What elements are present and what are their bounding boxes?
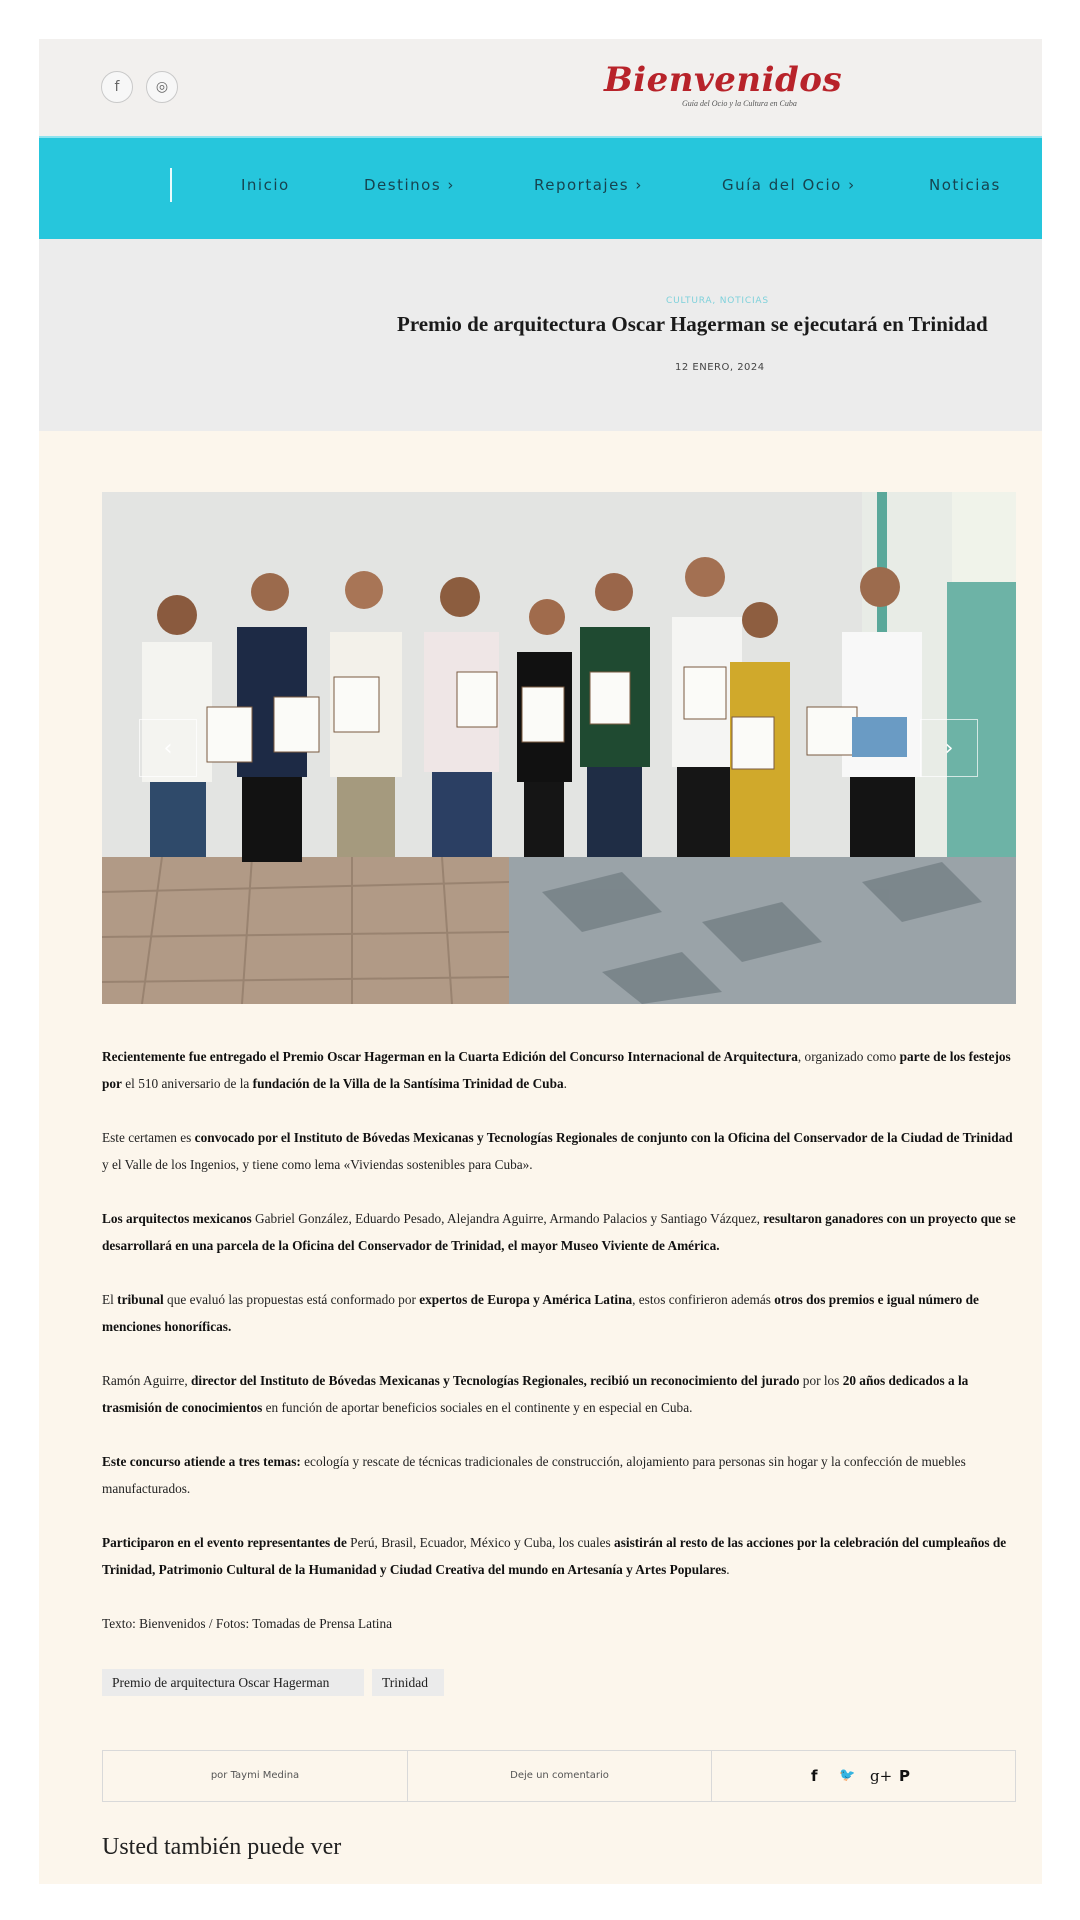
related-posts-heading: Usted también puede ver [102,1834,342,1860]
article-date: 12 ENERO, 2024 [675,362,765,373]
article-photo-gallery[interactable] [102,492,1016,1004]
facebook-icon[interactable]: f [101,71,133,103]
meta-divider [711,1751,712,1801]
nav-item-destinos[interactable]: Destinos › [364,176,455,194]
group-photo [102,492,1016,1004]
gallery-prev-button[interactable]: ‹ [139,719,197,777]
nav-item-guia-del-ocio[interactable]: Guía del Ocio › [722,176,856,194]
article-paragraph-1: Recientemente fue entregado el Premio Oscar Hagerman en la Cuarta Edición del Concurso Internacional de Arquitectura, organizado como parte de los festejos por el 510 aniversario de la fundación de la Villa de la Santísima Trinidad de Cuba. [102,1049,1011,1091]
instagram-icon[interactable]: ◎ [146,71,178,103]
google-plus-share-icon[interactable]: g+ [870,1767,893,1785]
twitter-share-icon[interactable]: 🐦 [839,1768,856,1783]
pinterest-share-icon[interactable]: P [899,1767,910,1785]
article-categories[interactable]: CULTURA, NOTICIAS [666,296,769,306]
article-paragraph-3: Los arquitectos mexicanos Gabriel González, Eduardo Pesado, Alejandra Aguirre, Armando Palacios y Santiago Vázquez, resultaron ganadores con un proyecto que se desarrollará en una parcela de la Oficina del Conservador de Trinidad, el mayor Museo Viviente de América. [102,1211,1016,1253]
author-link[interactable]: por Taymi Medina [210,1770,300,1781]
article-paragraph-7: Participaron en el evento representantes de Perú, Brasil, Ecuador, México y Cuba, los cuales asistirán al resto de las acciones por la celebración del cumpleaños de Trinidad, Patrimonio Cultural de la Humanidad y Ciudad Creativa del mundo en Artesanía y Artes Populares. [102,1535,1007,1577]
article-paragraph-5: Ramón Aguirre, director del Instituto de Bóvedas Mexicanas y Tecnologías Regionales, recibió un reconocimiento del jurado por los 20 años dedicados a la trasmisión de conocimientos en función de aportar beneficios sociales en el continente y en especial en Cuba. [102,1373,969,1415]
main-nav [39,136,1042,239]
nav-item-inicio[interactable]: Inicio [241,176,290,194]
site-logo[interactable] [604,60,843,108]
facebook-share-icon[interactable]: f [811,1767,818,1785]
article-paragraph-6: Este concurso atiende a tres temas: ecología y rescate de técnicas tradicionales de construcción, alojamiento para personas sin hogar y la confección de muebles manufacturados. [102,1454,966,1496]
gallery-next-button[interactable]: › [920,719,978,777]
top-header [39,39,1042,136]
nav-top-line [39,136,1042,138]
article-title: Premio de arquitectura Oscar Hagerman se ejecutará en Trinidad [397,312,988,336]
nav-divider [170,168,172,202]
article-paragraph-2: Este certamen es convocado por el Instituto de Bóvedas Mexicanas y Tecnologías Regionales de conjunto con la Oficina del Conservador de la Ciudad de Trinidad y el Valle de los Ingenios, y tiene como lema «Viviendas sostenibles para Cuba». [102,1130,1013,1172]
page [39,39,1042,1884]
logo-text: Bienvenidos [604,60,843,100]
article-paragraph-4: El tribunal que evaluó las propuestas está conformado por expertos de Europa y América Latina, estos confirieron además otros dos premios e igual número de menciones honoríficas. [102,1292,979,1334]
tag-trinidad[interactable]: Trinidad [372,1669,444,1696]
nav-item-reportajes[interactable]: Reportajes › [534,176,643,194]
leave-comment-link[interactable]: Deje un comentario [510,1770,609,1781]
tag-premio-oscar-hagerman[interactable]: Premio de arquitectura Oscar Hagerman [102,1669,364,1696]
article-header [39,239,1042,431]
logo-tagline: Guía del Ocio y la Cultura en Cuba [682,99,797,108]
article-credits: Texto: Bienvenidos / Fotos: Tomadas de Prensa Latina [102,1616,393,1631]
nav-item-noticias[interactable]: Noticias [929,176,1001,194]
article-meta-bar [102,1750,1016,1802]
